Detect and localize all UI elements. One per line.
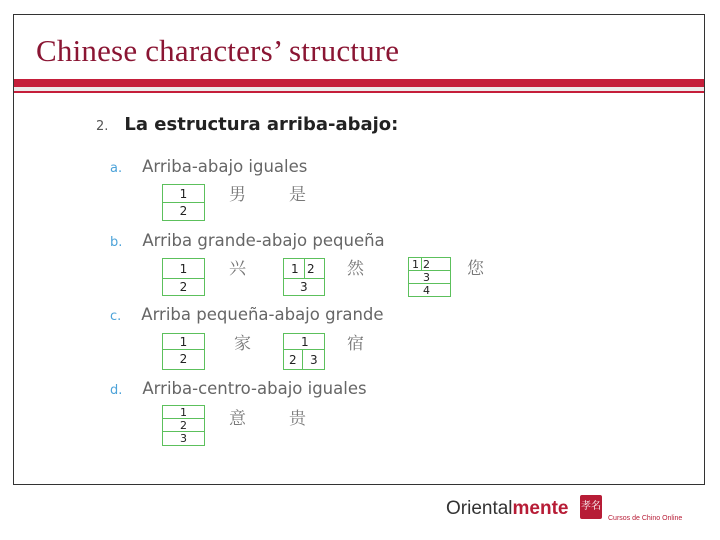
diagram-cell: 2 [423, 258, 430, 271]
title-band-red [14, 79, 704, 87]
structure-diagram-b2 [283, 258, 325, 296]
diagram-cell: 2 [179, 204, 188, 218]
subsection-d-label [110, 379, 367, 398]
example-character: 宿 [347, 334, 364, 354]
subsection-a-label [110, 157, 307, 176]
structure-diagram-c1 [162, 333, 205, 370]
diagram-cell: 3 [310, 353, 318, 367]
diagram-cell: 2 [163, 419, 204, 432]
diagram-cell: 1 [291, 262, 299, 276]
brand-bold: mente [512, 498, 569, 519]
section-heading-text: La estructura arriba-abajo: [124, 114, 399, 135]
subsection-c-label [110, 305, 384, 324]
diagram-cell: 1 [163, 185, 204, 203]
diagram-cell: 3 [423, 271, 430, 284]
diagram-cell: 3 [300, 280, 308, 294]
example-character: 家 [234, 334, 251, 354]
subsection-letter: a. [110, 161, 123, 176]
diagram-cell: 2 [307, 262, 315, 276]
seal-logo-icon: 孝名 [580, 495, 602, 519]
subsection-letter: c. [110, 309, 122, 324]
diagram-cell: 1 [163, 259, 204, 279]
example-character: 男 [229, 185, 246, 205]
structure-diagram-c2 [283, 333, 325, 370]
diagram-cell: 2 [179, 352, 188, 366]
structure-diagram-b1 [162, 258, 205, 296]
structure-diagram-d1 [162, 405, 205, 446]
example-character: 意 [229, 409, 246, 429]
diagram-cell: 1 [301, 335, 309, 349]
brand-regular: Oriental [446, 498, 513, 519]
diagram-cell: 1 [163, 406, 204, 419]
example-character: 贵 [289, 409, 306, 429]
title-band-red-thin [14, 91, 704, 93]
subsection-b-label [110, 231, 385, 250]
subsection-text: Arriba grande-abajo pequeña [142, 231, 385, 250]
section-heading [96, 114, 398, 135]
example-character: 兴 [229, 259, 246, 279]
subsection-text: Arriba pequeña-abajo grande [141, 305, 384, 324]
brand-tagline: Cursos de Chino Online [608, 515, 683, 522]
diagram-row [284, 259, 324, 279]
diagram-cell: 3 [180, 432, 187, 445]
diagram-cell: 1 [412, 258, 419, 271]
structure-diagram-a1 [162, 184, 205, 221]
section-number: 2. [96, 119, 109, 134]
example-character: 您 [467, 259, 484, 279]
diagram-cell: 2 [179, 280, 188, 294]
brand-logo [446, 498, 569, 520]
subsection-letter: d. [110, 383, 123, 398]
subsection-text: Arriba-abajo iguales [142, 157, 308, 176]
structure-diagram-b3 [408, 257, 451, 297]
diagram-cell: 1 [163, 334, 204, 350]
slide-title: Chinese characters’ structure [36, 33, 400, 68]
diagram-divider [302, 350, 303, 369]
subsection-text: Arriba-centro-abajo iguales [142, 379, 367, 398]
diagram-cell: 4 [423, 284, 430, 297]
example-character: 是 [289, 185, 306, 205]
subsection-letter: b. [110, 235, 123, 250]
example-character: 然 [347, 259, 364, 279]
diagram-cell: 2 [289, 353, 297, 367]
